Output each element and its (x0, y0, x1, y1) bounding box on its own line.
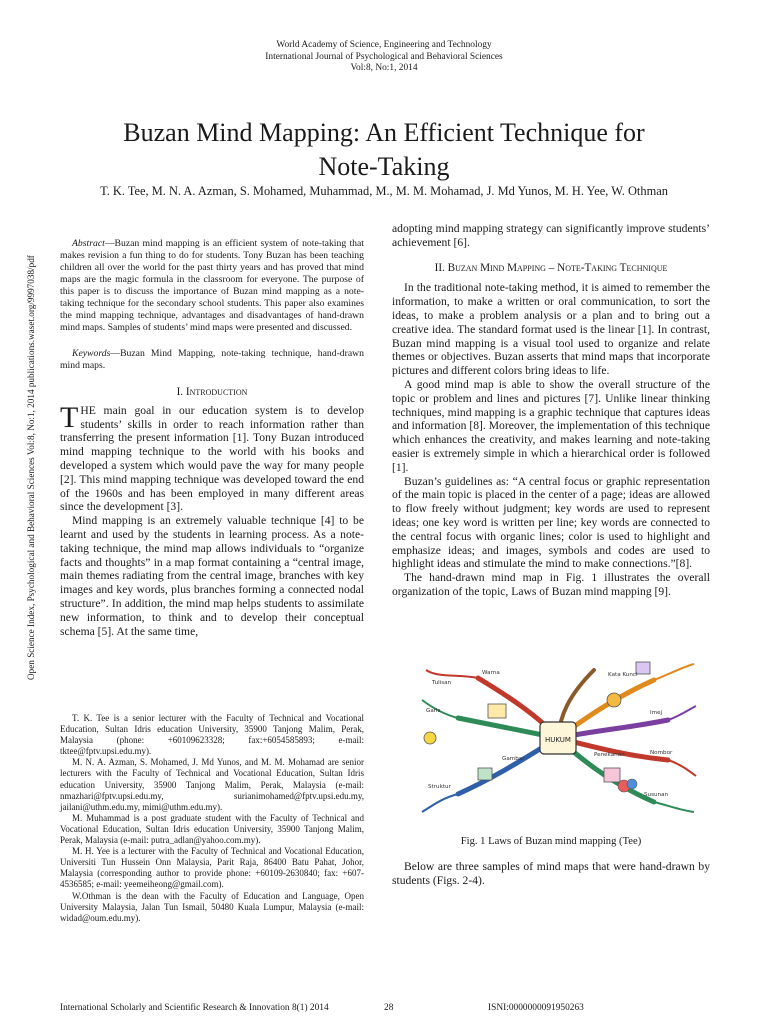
sub-branch-3 (422, 794, 458, 812)
header-line-1: World Academy of Science, Engineering and Technology (276, 40, 492, 50)
sub-branch-4 (654, 664, 694, 680)
right-paragraph-5: Below are three samples of mind maps that were hand-drawn by students (Figs. 2-4). (392, 860, 710, 887)
abstract (60, 238, 364, 334)
header-line-2: International Journal of Psychological and Behavioral Sciences (265, 51, 503, 62)
figure-1-mind-map (418, 656, 698, 816)
right-column (392, 222, 710, 599)
right-paragraph-3: Buzan’s guidelines as: “A central focus or graphic representation of the main topic is placed in the center of a page; ideas are allowed to flow freely without judgment; key words are used to represent ideas; one key word is written per line; key words are connected to the central focus with organic lines; color is used to highlight and emphasize ideas; and images, symbols and codes are used to highlight ideas and stimulate the mind to make connections.”[8]. (392, 474, 710, 571)
image-box-4 (636, 662, 650, 674)
drop-cap: T (60, 400, 79, 434)
footnote-5: W.Othman is the dean with the Faculty of Education and Language, Open University Malaysia, Jalan Tun Ismail, 50480 Kuala Lumpur, Malaysia (e-mail: widad@oum.edu.my). (60, 890, 364, 923)
footer-right: ISNI:0000000091950263 (488, 1003, 584, 1013)
footer-page-number: 28 (384, 1003, 394, 1013)
image-box-2 (604, 768, 620, 782)
label-imej: Imej (650, 710, 663, 716)
header-line-3: Vol:8, No:1, 2014 (350, 63, 418, 74)
side-index-text: Open Science Index, Psychological and Behavioral Sciences Vol:8, No:1, 2014 publications.waset.org/9997038/pdf (26, 255, 36, 680)
balloon-cluster-icon-2 (627, 779, 637, 789)
keywords-label: Keywords (72, 348, 111, 359)
footnote-2: M. N. A. Azman, S. Mohamed, J. Md Yunos, and M. M. Mohamad are senior lecturers with the Faculty of Technical and Vocational Education, Sultan Idris education University, 35900 Tanjong Malim, Perak, Malaysia (e-mail: nmazhari@fptv.upsi.edu.my, surianimohamed@fptv.upsi.edu.my, jailani@uthm.edu.my, mimi@uthm.edu.my). (60, 757, 364, 812)
author-list: T. K. Tee, M. N. A. Azman, S. Mohamed, Muhammad, M., M. M. Mohamad, J. Md Yunos, M. H. Yee, W. Othman (100, 184, 668, 198)
title-line-1: Buzan Mind Mapping: An Efficient Technique for (123, 118, 645, 147)
right-column-after-figure (392, 860, 710, 888)
sub-branch-6 (668, 760, 696, 776)
section-1-title: I. Introduction (176, 386, 248, 398)
footnotes (60, 713, 364, 924)
left-column (60, 238, 364, 638)
label-struktur: Struktur (428, 784, 451, 790)
footnote-4: M. H. Yee is a lecturer with the Faculty of Technical and Vocational Education, Universiti Tun Hussein Onn Malaysia, Parit Raja, 86400 Batu Pahat, Johor, Malaysia (corresponding author to provide phone: +60109-2630840; fax: +607-4536585; e-mail: yeemeiheong@gmail.com). (60, 846, 364, 890)
right-paragraph-0: adopting mind mapping strategy can significantly improve students’ achievement [6]. (392, 222, 710, 249)
sub-branch-1 (426, 670, 478, 678)
intro-paragraph-1 (60, 400, 364, 514)
image-box-1 (488, 704, 506, 718)
section-2-title: II. Buzan Mind Mapping – Note-Taking Technique (434, 261, 668, 274)
label-gambar: Gambar (502, 756, 525, 762)
sub-branch-5 (668, 706, 696, 720)
sub-branch-7 (654, 802, 694, 812)
label-susunan: Susunan (644, 792, 669, 798)
label-garis: Garis (426, 708, 441, 714)
keywords-text: —Buzan Mind Mapping, note-taking technique, hand-drawn mind maps. (60, 348, 364, 371)
label-nombor: Nombor (650, 750, 673, 756)
journal-header (0, 40, 768, 75)
central-label: HUKUM (545, 736, 571, 744)
figure-1-caption: Fig. 1 Laws of Buzan mind mapping (Tee) (460, 836, 642, 847)
image-box-3 (478, 768, 492, 780)
label-warna: Warna (482, 670, 500, 676)
label-kata-kunci: Kata Kunci (608, 672, 638, 678)
abstract-text: —Buzan mind mapping is an efficient system of note-taking that makes revision a fun thing to do for students. Tony Buzan has been teaching children all over the world for the past thirty years and has proved that mind maps are the magic formula in the classroom for everyone. The purpose of this paper is to discuss the importance of Buzan mind mapping as a note-taking technique for the secondary school students. This paper also examines the mind mapping technique, advantages and disadvantages of hand-drawn mind maps. Samples of students’ mind maps were presented and discussed. (60, 238, 364, 333)
abstract-label: Abstract (72, 238, 105, 249)
footnote-3: M. Muhammad is a post graduate student with the Faculty of Technical and Vocational Education, Sultan Idris education University, 35900 Tanjong Malim, Perak, Malaysia (e-mail: putra_adlan@yahoo.com.my). (60, 812, 364, 846)
right-paragraph-1: In the traditional note-taking method, it is aimed to remember the information, to make a written or oral communication, to sort the ideas, to make a problem analysis or a plan and to bring out a creative idea. The standard format used is the linear [1]. In contrast, Buzan mind mapping is a visual tool used to organize and relate themes or objectives. Buzan asserts that mind maps that incorporate pictures and different colors bring ideas to life. (392, 281, 710, 378)
intro-paragraph-1-text: HE main goal in our education system is to develop students’ skills in order to reach information rather than transferring the present information [1]. Tony Buzan introduced mind mapping technique to the world with his books and developed a system which would pave the way for many people [2]. This mind mapping technique was developed toward the end of the 1960s and has been employed in many different areas since the development [3]. (60, 403, 364, 514)
intro-paragraph-2: Mind mapping is an extremely valuable technique [4] to be learnt and used by the students in learning process. As a note-taking technique, the mind map allows individuals to “organize facts and thoughts” in a map format containing a “central image, main themes radiating from the central image, branches with key images and key words, plus branches forming a connected nodal structure”. In addition, the mind map helps students to assimilate new information, to think and to develop their conceptual schema [5]. At the same time, (60, 514, 364, 638)
mind-map-drawing (418, 656, 698, 816)
right-paragraph-2: A good mind map is able to show the overall structure of the topic or problem and lines and pictures [7]. Unlike linear thinking techniques, mind mapping is a graphic technique that captures ideas and information [8]. Moreover, the implementation of this technique which enhances the creativity, and makes learning and note-taking easier is extremely simple in which a hierarchical order is followed [1]. (392, 377, 710, 474)
footnote-1: T. K. Tee is a senior lecturer with the Faculty of Technical and Vocational Education, Sultan Idris education University, 35900 Tanjong Malim, Perak, Malaysia (phone: +60109623328; fax:+6054585893; e-mail: tktee@fptv.upsi.edu.my). (60, 713, 364, 757)
title-line-2: Note-Taking (318, 152, 450, 181)
label-penekanan: Penekanan (594, 752, 625, 758)
footer-left: International Scholarly and Scientific Research & Innovation 8(1) 2014 (60, 1003, 329, 1013)
right-paragraph-4: The hand-drawn mind map in Fig. 1 illustrates the overall organization of the topic, Laws of Buzan mind mapping [9]. (392, 571, 710, 598)
paper-title (40, 116, 728, 184)
image-circle-1 (607, 693, 621, 707)
smiley-icon (424, 732, 436, 744)
label-tulisan: Tulisan (432, 680, 452, 686)
keywords (60, 348, 364, 372)
